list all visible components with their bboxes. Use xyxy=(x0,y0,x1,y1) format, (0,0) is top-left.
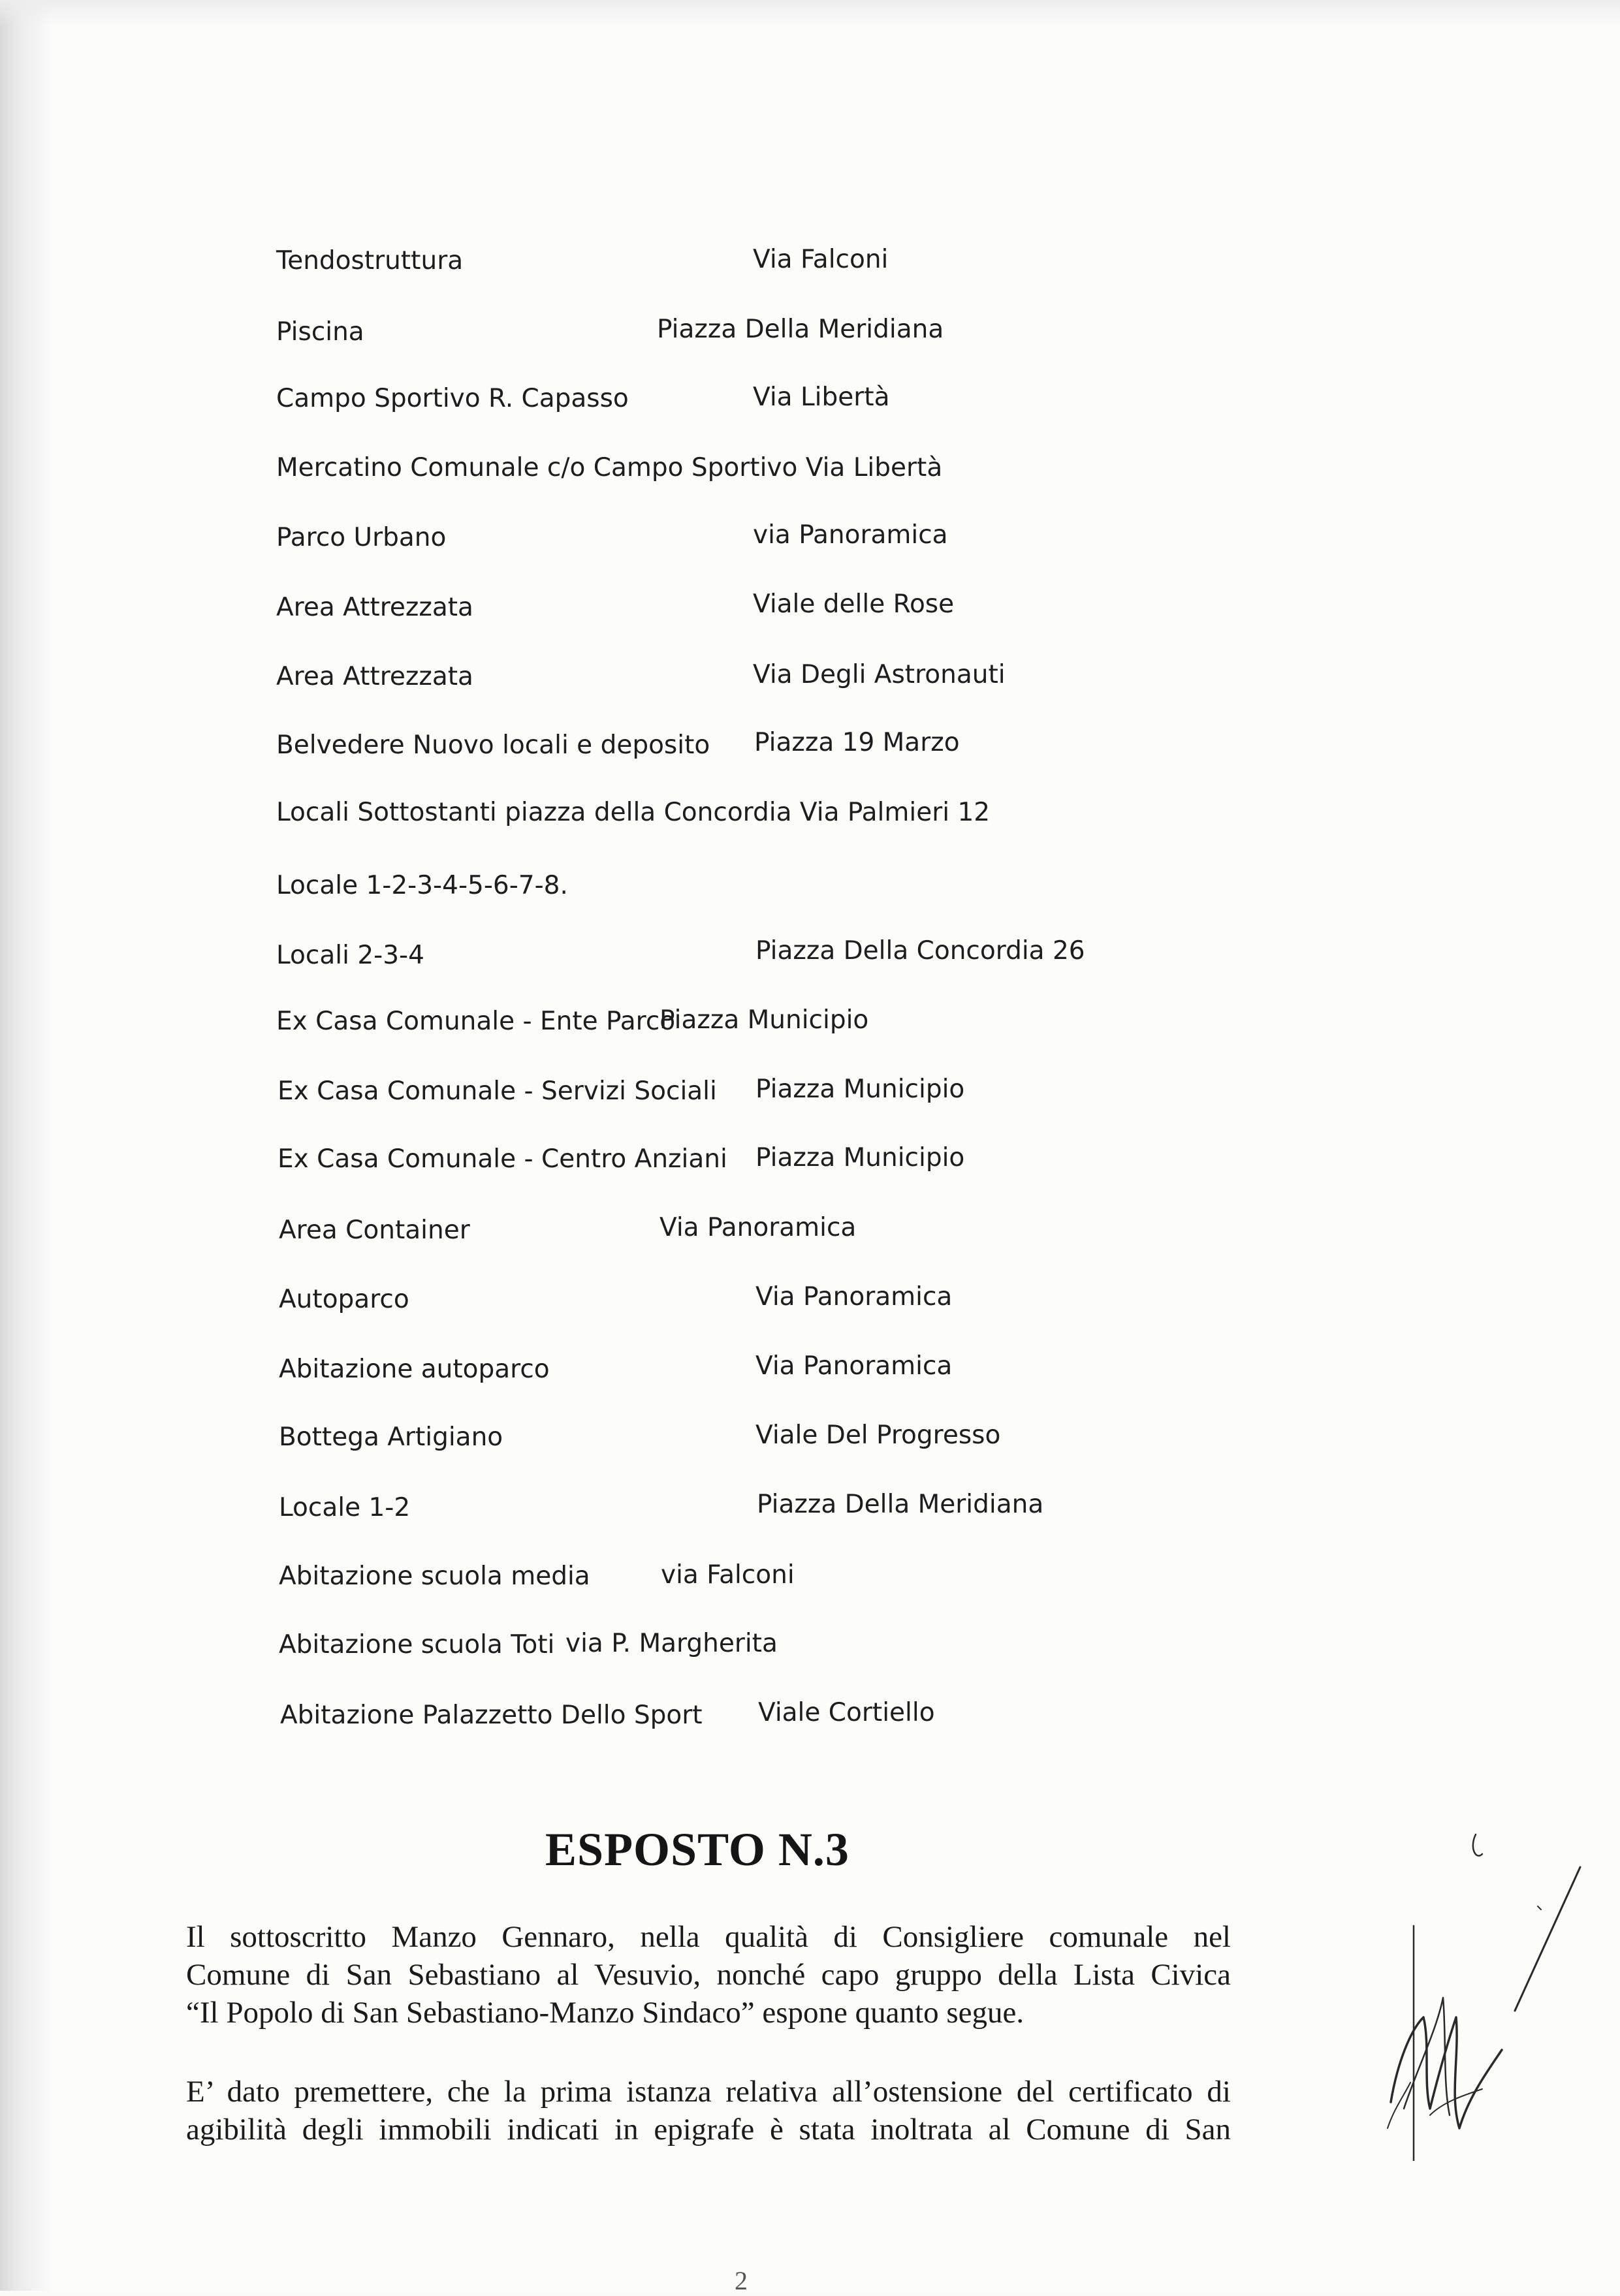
facility-name: Area Container xyxy=(279,1216,470,1245)
facility-name: Abitazione autoparco xyxy=(279,1355,550,1384)
facility-address: Via Degli Astronauti xyxy=(753,660,1006,689)
facility-address: Via Panoramica xyxy=(659,1213,857,1242)
section-heading: ESPOSTO N.3 xyxy=(545,1823,850,1876)
page-number: 2 xyxy=(735,2266,748,2295)
facility-address: Via Falconi xyxy=(753,245,889,274)
facility-name: Ex Casa Comunale - Servizi Sociali xyxy=(278,1077,717,1106)
scan-edge-shadow xyxy=(0,0,52,2291)
facility-address: via Falconi xyxy=(661,1560,795,1590)
facility-name: Bottega Artigiano xyxy=(279,1423,503,1452)
facility-address: Via Panoramica xyxy=(755,1282,953,1312)
facility-name: Belvedere Nuovo locali e deposito xyxy=(276,731,710,760)
facility-address: Viale Cortiello xyxy=(758,1698,935,1727)
facility-name: Locali 2-3-4 xyxy=(276,941,424,970)
facility-name: Parco Urbano xyxy=(276,523,447,552)
facility-address: Via Libertà xyxy=(753,383,890,412)
facility-name: Abitazione scuola media xyxy=(279,1562,590,1591)
facility-name: Mercatino Comunale c/o Campo Sportivo Via Libertà xyxy=(276,453,943,482)
facility-name: Ex Casa Comunale - Ente Parco xyxy=(276,1007,676,1036)
text-line: Il sottoscritto Manzo Gennaro, nella qualità di Consigliere comunale nel xyxy=(186,1920,1231,1954)
facility-address: Piazza Municipio xyxy=(755,1075,965,1104)
facility-address: Viale Del Progresso xyxy=(755,1421,1001,1450)
facility-name: Ex Casa Comunale - Centro Anziani xyxy=(278,1144,727,1174)
paragraph-intro xyxy=(186,1918,1231,2032)
facility-address: Piazza Della Meridiana xyxy=(657,315,944,344)
facility-name: Locali Sottostanti piazza della Concordia Via Palmieri 12 xyxy=(276,798,991,827)
facility-address: via P. Margherita xyxy=(565,1629,778,1658)
scan-top-shadow xyxy=(0,0,1620,26)
facility-row xyxy=(276,248,463,274)
text-line: “Il Popolo di San Sebastiano-Manzo Sindaco” espone quanto segue. xyxy=(186,1996,1024,2030)
facility-name: Locale 1-2 xyxy=(279,1493,411,1522)
paragraph-premise xyxy=(186,2073,1231,2148)
facility-name: Autoparco xyxy=(279,1285,409,1314)
facility-name: Area Attrezzata xyxy=(276,662,473,691)
facility-name: Area Attrezzata xyxy=(276,593,473,622)
facility-name: Abitazione Palazzetto Dello Sport xyxy=(280,1701,703,1730)
facility-address: Piazza Municipio xyxy=(755,1143,965,1172)
text-line: Comune di San Sebastiano al Vesuvio, nonché capo gruppo della Lista Civica xyxy=(186,1958,1231,1992)
facility-name: Piscina xyxy=(276,317,364,347)
text-line: E’ dato premettere, che la prima istanza relativa all’ostensione del certificato di xyxy=(186,2075,1231,2109)
facility-address: Viale delle Rose xyxy=(753,590,955,619)
facility-address: Via Panoramica xyxy=(755,1351,953,1381)
facility-name: Abitazione scuola Toti xyxy=(279,1630,555,1659)
facility-name: Tendostruttura xyxy=(276,246,464,275)
facility-address: Piazza Della Concordia 26 xyxy=(755,936,1085,966)
facility-address: Piazza Municipio xyxy=(659,1005,869,1035)
facility-address: Piazza 19 Marzo xyxy=(754,728,960,757)
handwritten-signature xyxy=(1378,1821,1600,2161)
facility-name: Campo Sportivo R. Capasso xyxy=(276,384,629,413)
facility-address: via Panoramica xyxy=(753,520,948,550)
facility-address: Piazza Della Meridiana xyxy=(757,1490,1044,1519)
text-line: agibilità degli immobili indicati in epigrafe è stata inoltrata al Comune di San xyxy=(186,2113,1231,2147)
facility-name: Locale 1-2-3-4-5-6-7-8. xyxy=(276,871,568,900)
